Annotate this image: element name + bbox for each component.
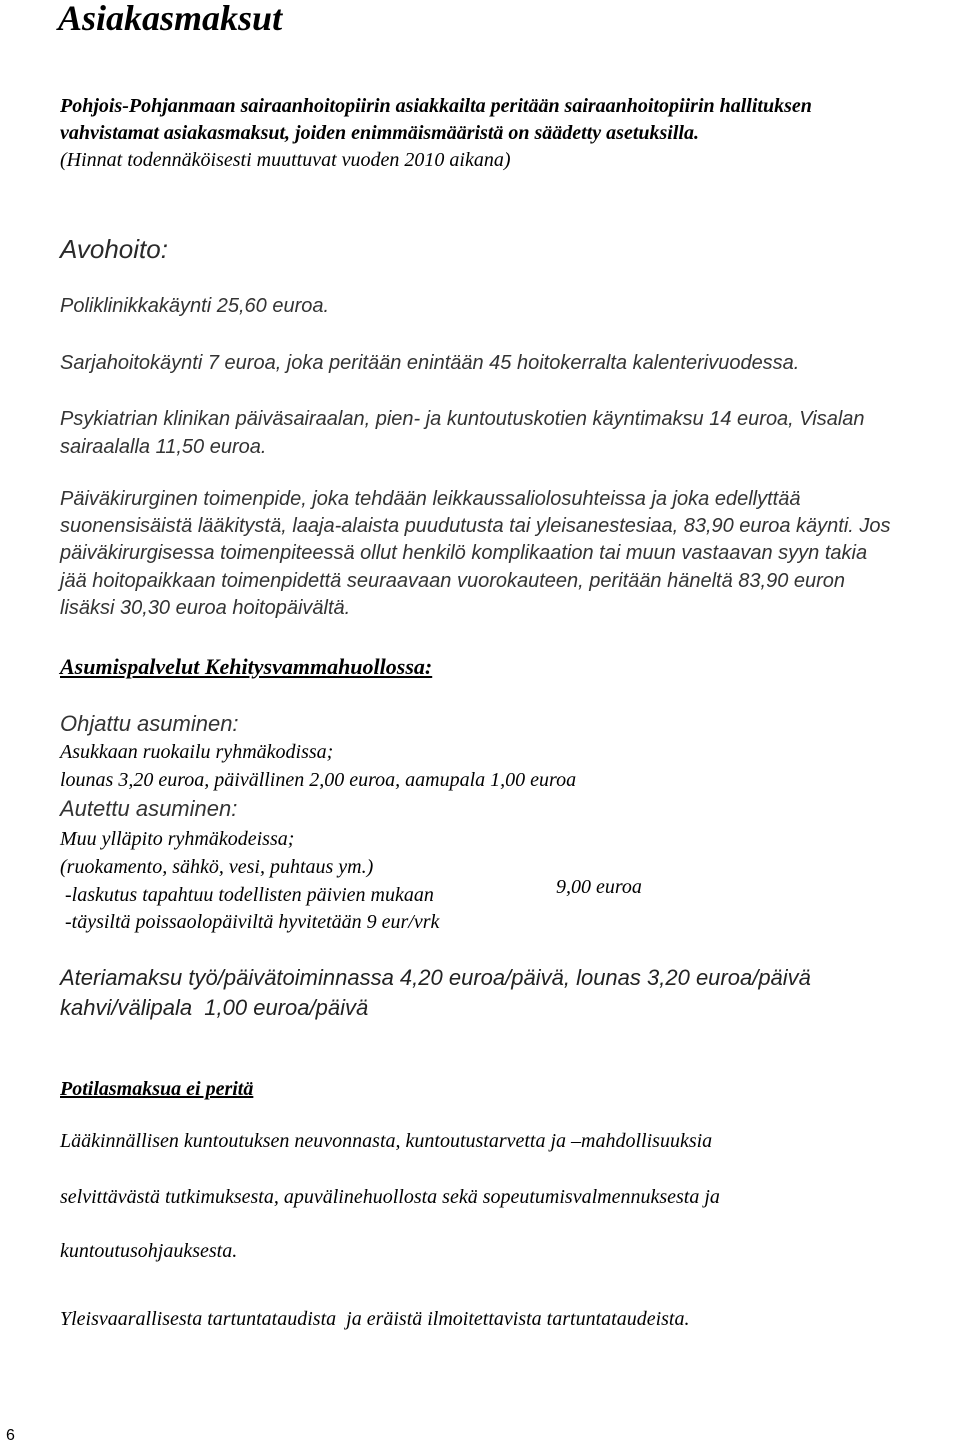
ateriamaksu-line-1: Ateriamaksu työ/päivätoiminnassa 4,20 euroa/päivä, lounas 3,20 euroa/päivä	[60, 965, 811, 990]
intro-line-2: vahvistamat asiakasmaksut, joiden enimmäismääristä on säädetty asetuksilla.	[60, 122, 699, 144]
section-heading-potilasmaksu: Potilasmaksua ei peritä	[60, 1078, 254, 1100]
paivakirurgia-text-line-3: päiväkirurgisessa toimenpiteessä ollut henkilö komplikaation tai muun vastaavan syyn takia	[60, 542, 868, 564]
section-heading-asumispalvelut: Asumispalvelut Kehitysvammahuollossa:	[60, 654, 433, 679]
autettu-asuminen-heading: Autettu asuminen:	[60, 796, 238, 821]
page-title: Asiakasmaksut	[58, 0, 283, 38]
ohjattu-line-1: Asukkaan ruokailu ryhmäkodissa;	[60, 741, 334, 763]
ohjattu-asuminen-heading: Ohjattu asuminen:	[60, 711, 239, 736]
ohjattu-line-2: lounas 3,20 euroa, päivällinen 2,00 euroa, aamupala 1,00 euroa	[60, 769, 577, 791]
autettu-price: 9,00 euroa	[556, 876, 642, 898]
section-heading-avohoito: Avohoito:	[60, 234, 168, 264]
psykiatria-text-line-2: sairaalalla 11,50 euroa.	[60, 436, 267, 458]
intro-line-3: (Hinnat todennäköisesti muuttuvat vuoden 2010 aikana)	[60, 149, 511, 171]
ateriamaksu-line-2: kahvi/välipala 1,00 euroa/päivä	[60, 995, 369, 1020]
poliklinikka-text: Poliklinikkakäynti 25,60 euroa.	[60, 295, 330, 317]
paivakirurgia-text-line-4: jää hoitopaikkaan toimenpidettä seuraavaan vuorokauteen, peritään häneltä 83,90 euron	[60, 570, 846, 592]
autettu-line-3: -laskutus tapahtuu todellisten päivien mukaan	[60, 884, 434, 906]
page-number: 6	[6, 1427, 15, 1444]
psykiatria-text-line-1: Psykiatrian klinikan päiväsairaalan, pien- ja kuntoutuskotien käyntimaksu 14 euroa, Visalan	[60, 408, 865, 430]
potilasmaksu-line-3: kuntoutusohjauksesta.	[60, 1240, 238, 1262]
autettu-line-2: (ruokamento, sähkö, vesi, puhtaus ym.)	[60, 856, 374, 878]
intro-line-1: Pohjois-Pohjanmaan sairaanhoitopiirin asiakkailta peritään sairaanhoitopiirin hallituksen	[60, 95, 812, 117]
paivakirurgia-text-line-1: Päiväkirurginen toimenpide, joka tehdään leikkaussaliolosuhteissa ja joka edellyttää	[60, 488, 801, 510]
paivakirurgia-text-line-2: suonensisäistä lääkitystä, laaja-alaista puudutusta tai yleisanestesiaa, 83,90 euroa käynti. Jos	[60, 515, 891, 537]
sarjahoito-text: Sarjahoitokäynti 7 euroa, joka peritään enintään 45 hoitokerralta kalenterivuodessa.	[60, 352, 800, 374]
potilasmaksu-line-1: Lääkinnällisen kuntoutuksen neuvonnasta, kuntoutustarvetta ja –mahdollisuuksia	[60, 1130, 713, 1152]
paivakirurgia-text-line-5: lisäksi 30,30 euroa hoitopäivältä.	[60, 597, 351, 619]
potilasmaksu-line-2: selvittävästä tutkimuksesta, apuvälinehuollosta sekä sopeutumisvalmennuksesta ja	[60, 1186, 720, 1208]
autettu-line-1: Muu ylläpito ryhmäkodeissa;	[60, 828, 295, 850]
autettu-line-4: -täysiltä poissaolopäiviltä hyvitetään 9 eur/vrk	[60, 911, 440, 933]
potilasmaksu-line-4: Yleisvaarallisesta tartuntataudista ja eräistä ilmoitettavista tartuntataudeista.	[60, 1308, 690, 1330]
